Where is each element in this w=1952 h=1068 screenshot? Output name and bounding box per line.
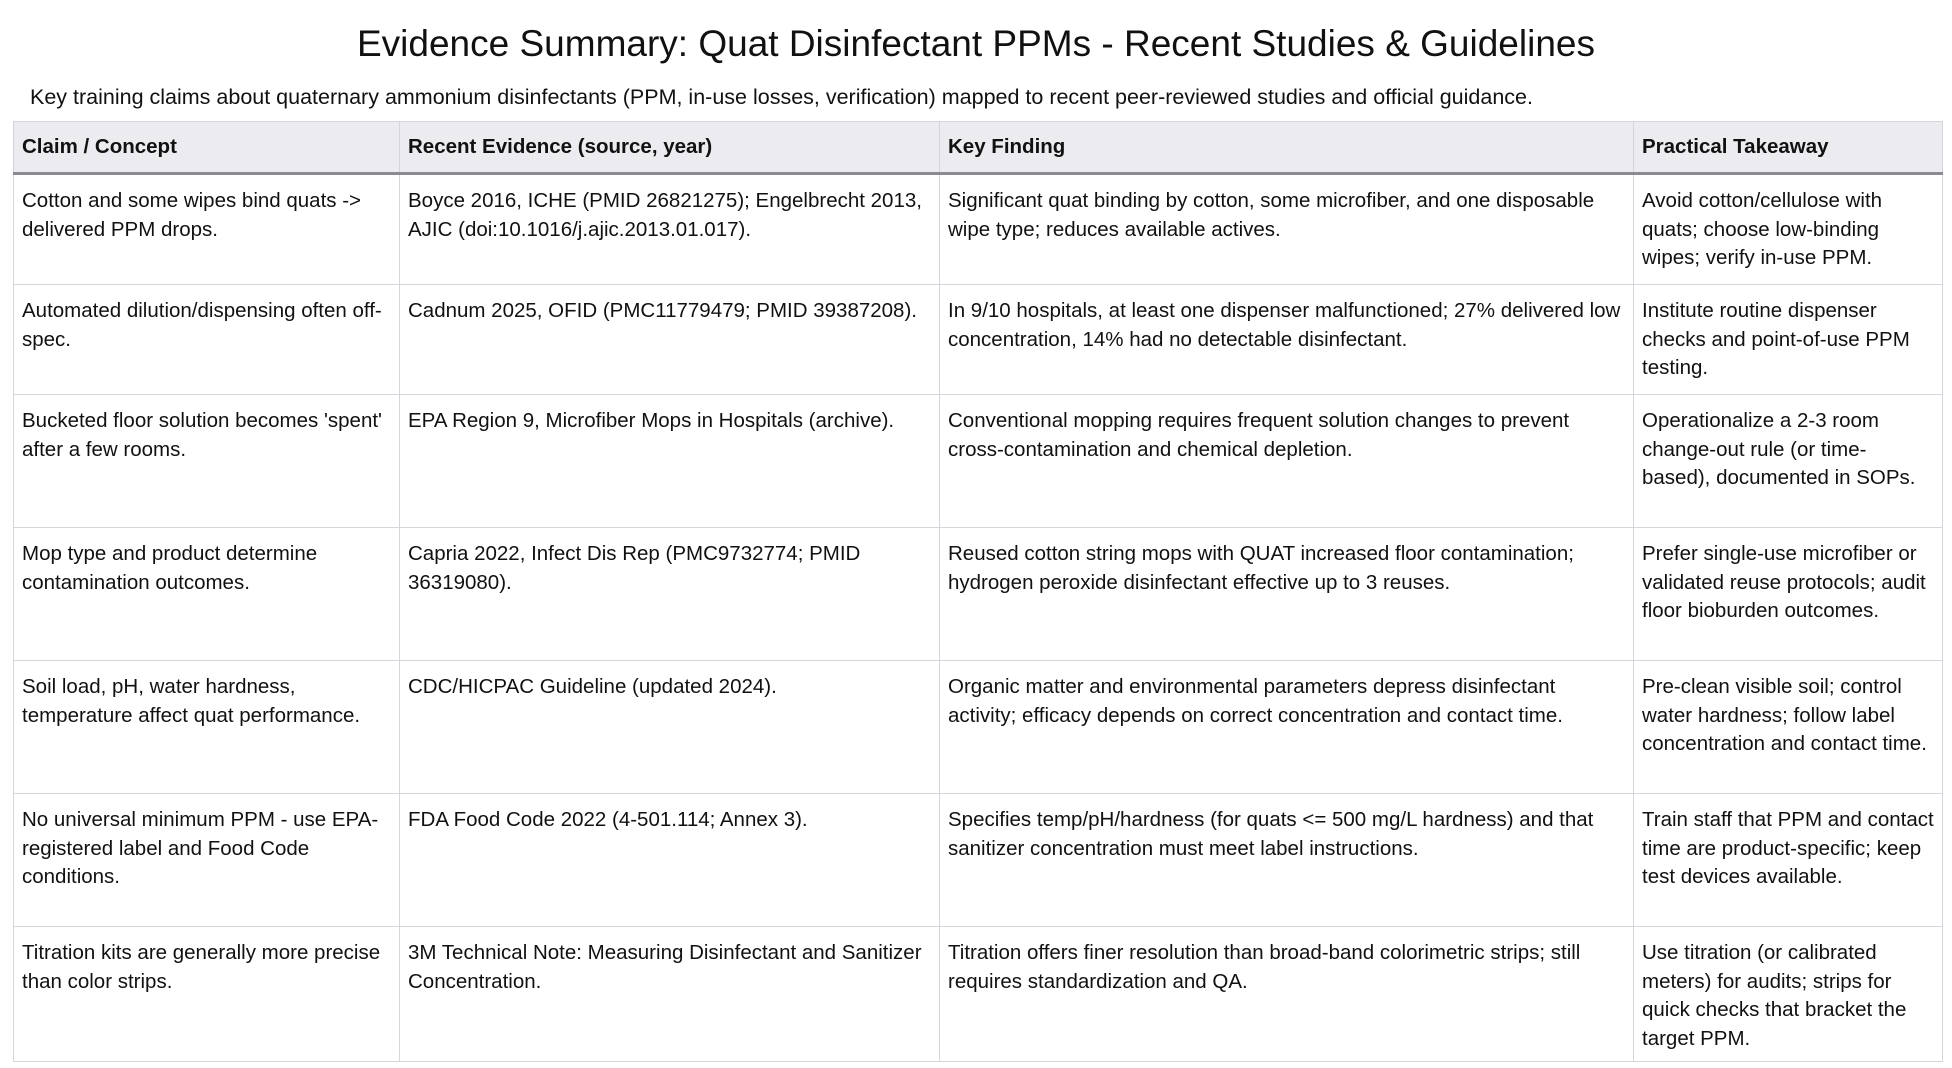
column-header-takeaway: Practical Takeaway — [1634, 122, 1943, 174]
cell-takeaway: Train staff that PPM and contact time are product-specific; keep test devices available. — [1634, 794, 1943, 927]
cell-takeaway: Operationalize a 2-3 room change-out rule (or time-based), documented in SOPs. — [1634, 395, 1943, 528]
table-row — [14, 528, 1943, 661]
cell-claim: No universal minimum PPM - use EPA-registered label and Food Code conditions. — [14, 794, 400, 927]
evidence-table — [13, 121, 1943, 1062]
cell-finding: Organic matter and environmental parameters depress disinfectant activity; efficacy depends on correct concentration and contact time. — [940, 661, 1634, 794]
page-subtitle: Key training claims about quaternary ammonium disinfectants (PPM, in-use losses, verification) mapped to recent peer-reviewed studies and official guidance. — [30, 85, 1533, 109]
cell-claim: Automated dilution/dispensing often off-spec. — [14, 285, 400, 395]
cell-takeaway: Use titration (or calibrated meters) for audits; strips for quick checks that bracket the target PPM. — [1634, 927, 1943, 1062]
table-row — [14, 927, 1943, 1062]
cell-takeaway: Prefer single-use microfiber or validated reuse protocols; audit floor bioburden outcomes. — [1634, 528, 1943, 661]
table-body — [14, 174, 1943, 1062]
cell-claim: Soil load, pH, water hardness, temperature affect quat performance. — [14, 661, 400, 794]
cell-finding: In 9/10 hospitals, at least one dispenser malfunctioned; 27% delivered low concentration, 14% had no detectable disinfectant. — [940, 285, 1634, 395]
cell-finding: Titration offers finer resolution than broad-band colorimetric strips; still requires standardization and QA. — [940, 927, 1634, 1062]
table-row — [14, 174, 1943, 285]
table-header — [14, 122, 1943, 174]
cell-finding: Conventional mopping requires frequent solution changes to prevent cross-contamination and chemical depletion. — [940, 395, 1634, 528]
header-row — [14, 122, 1943, 174]
cell-evidence: CDC/HICPAC Guideline (updated 2024). — [400, 661, 940, 794]
page-title: Evidence Summary: Quat Disinfectant PPMs - Recent Studies & Guidelines — [357, 23, 1595, 64]
cell-finding: Significant quat binding by cotton, some microfiber, and one disposable wipe type; reduces available actives. — [940, 174, 1634, 285]
column-header-claim: Claim / Concept — [14, 122, 400, 174]
cell-evidence: FDA Food Code 2022 (4-501.114; Annex 3). — [400, 794, 940, 927]
cell-evidence: 3M Technical Note: Measuring Disinfectant and Sanitizer Concentration. — [400, 927, 940, 1062]
cell-takeaway: Institute routine dispenser checks and point-of-use PPM testing. — [1634, 285, 1943, 395]
cell-takeaway: Pre-clean visible soil; control water hardness; follow label concentration and contact time. — [1634, 661, 1943, 794]
table-row — [14, 661, 1943, 794]
cell-finding: Reused cotton string mops with QUAT increased floor contamination; hydrogen peroxide disinfectant effective up to 3 reuses. — [940, 528, 1634, 661]
table-row — [14, 395, 1943, 528]
cell-finding: Specifies temp/pH/hardness (for quats <= 500 mg/L hardness) and that sanitizer concentration must meet label instructions. — [940, 794, 1634, 927]
column-header-evidence: Recent Evidence (source, year) — [400, 122, 940, 174]
cell-evidence: Cadnum 2025, OFID (PMC11779479; PMID 39387208). — [400, 285, 940, 395]
cell-takeaway: Avoid cotton/cellulose with quats; choose low-binding wipes; verify in-use PPM. — [1634, 174, 1943, 285]
table-row — [14, 285, 1943, 395]
table-row — [14, 794, 1943, 927]
cell-evidence: EPA Region 9, Microfiber Mops in Hospitals (archive). — [400, 395, 940, 528]
cell-claim: Bucketed floor solution becomes 'spent' after a few rooms. — [14, 395, 400, 528]
cell-claim: Mop type and product determine contamination outcomes. — [14, 528, 400, 661]
cell-claim: Cotton and some wipes bind quats -> delivered PPM drops. — [14, 174, 400, 285]
cell-claim: Titration kits are generally more precise than color strips. — [14, 927, 400, 1062]
cell-evidence: Capria 2022, Infect Dis Rep (PMC9732774; PMID 36319080). — [400, 528, 940, 661]
cell-evidence: Boyce 2016, ICHE (PMID 26821275); Engelbrecht 2013, AJIC (doi:10.1016/j.ajic.2013.01.017). — [400, 174, 940, 285]
column-header-finding: Key Finding — [940, 122, 1634, 174]
